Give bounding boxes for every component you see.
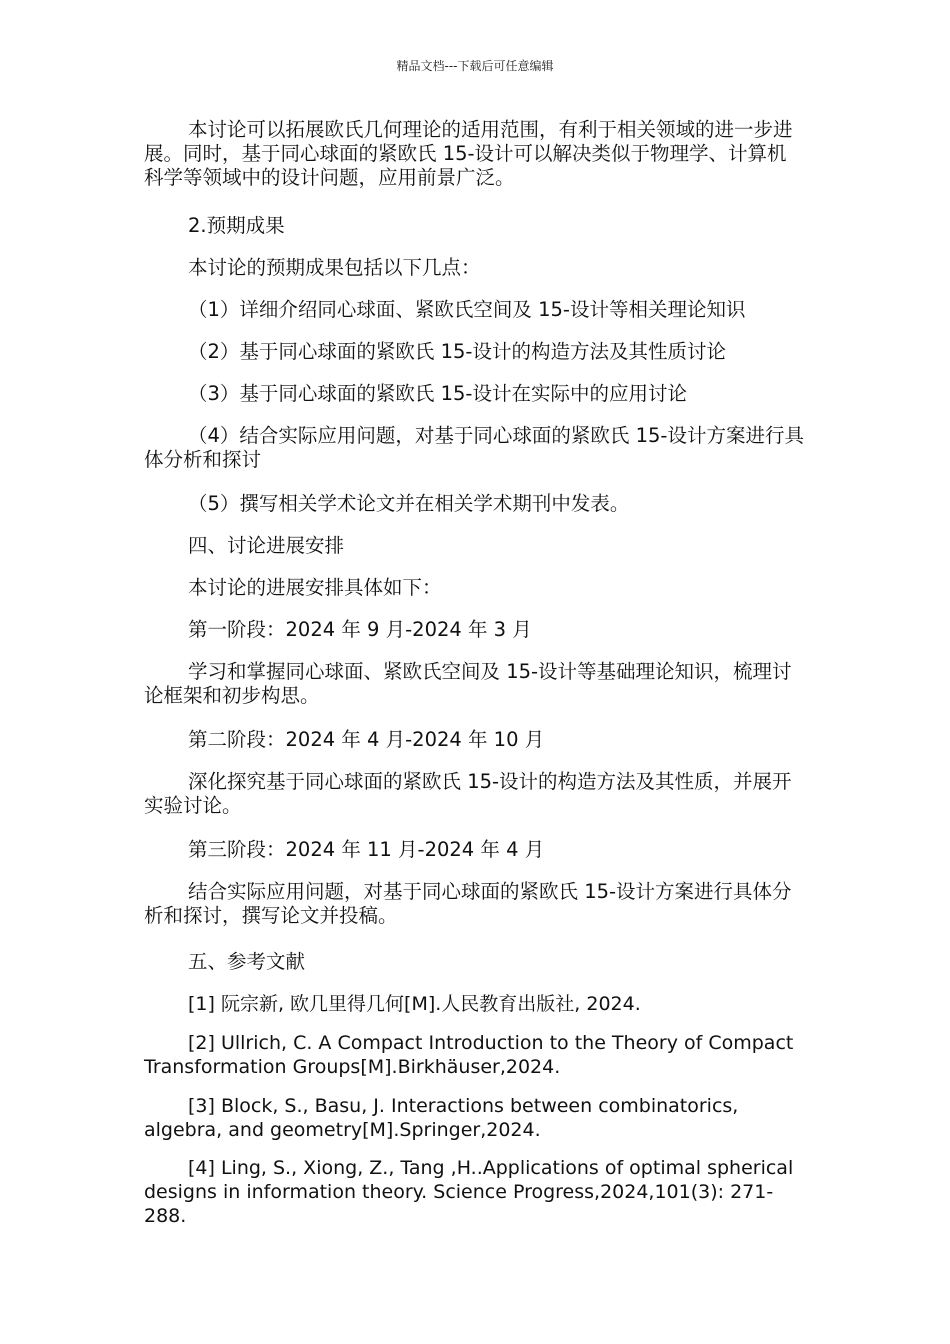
reference-item: [2] Ullrich, C. A Compact Introduction to the Theory of Compact Transformation Groups[M].Birkhäuser,2024. — [144, 1032, 794, 1078]
heading-schedule: 四、讨论进展安排 — [188, 534, 345, 557]
stage-title: 第二阶段：2024 年 4 月-2024 年 10 月 — [188, 728, 545, 751]
reference-item: [1] 阮宗新, 欧几里得几何[M].人民教育出版社, 2024. — [188, 993, 641, 1015]
paragraph-significance: 本讨论可以拓展欧氏几何理论的适用范围，有利于相关领域的进一步进展。同时，基于同心球面的紧欧氏 15-设计可以解决类似于物理学、计算机科学等领域中的设计问题，应用前景广泛。 — [144, 118, 793, 189]
stage-title: 第三阶段：2024 年 11 月-2024 年 4 月 — [188, 838, 545, 861]
reference-item: [3] Block, S., Basu, J. Interactions between combinatorics, algebra, and geometry[M].Springer,2024. — [144, 1095, 739, 1141]
list-item: （2）基于同心球面的紧欧氏 15-设计的构造方法及其性质讨论 — [188, 340, 726, 363]
heading-references: 五、参考文献 — [188, 950, 306, 973]
list-item: （3）基于同心球面的紧欧氏 15-设计在实际中的应用讨论 — [188, 382, 687, 405]
stage-text: 结合实际应用问题，对基于同心球面的紧欧氏 15-设计方案进行具体分析和探讨，撰写论文并投稿。 — [144, 880, 792, 927]
stage-title: 第一阶段：2024 年 9 月-2024 年 3 月 — [188, 618, 532, 641]
list-item: （1）详细介绍同心球面、紧欧氏空间及 15-设计等相关理论知识 — [188, 298, 746, 321]
intro-expected-results: 本讨论的预期成果包括以下几点： — [188, 256, 481, 279]
list-item: （5）撰写相关学术论文并在相关学术期刊中发表。 — [188, 492, 630, 515]
intro-schedule: 本讨论的进展安排具体如下： — [188, 576, 442, 599]
heading-expected-results: 2.预期成果 — [188, 214, 285, 237]
list-item: （4）结合实际应用问题，对基于同心球面的紧欧氏 15-设计方案进行具体分析和探讨 — [144, 424, 804, 471]
page-header: 精品文档---下载后可任意编辑 — [396, 59, 554, 73]
reference-item: [4] Ling, S., Xiong, Z., Tang ,H..Applications of optimal spherical designs in information theory. Science Progress,2024,101(3): 271-288. — [144, 1157, 794, 1227]
stage-text: 深化探究基于同心球面的紧欧氏 15-设计的构造方法及其性质，并展开实验讨论。 — [144, 770, 792, 817]
stage-text: 学习和掌握同心球面、紧欧氏空间及 15-设计等基础理论知识，梳理讨论框架和初步构思。 — [144, 660, 792, 707]
